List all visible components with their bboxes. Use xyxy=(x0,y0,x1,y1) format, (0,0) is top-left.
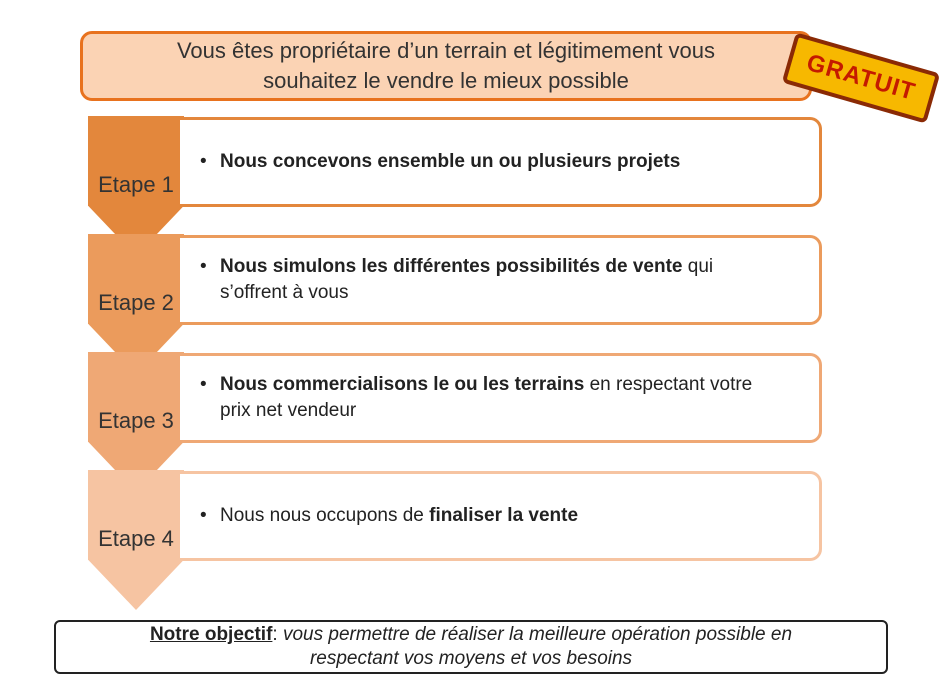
gratuit-badge xyxy=(782,32,941,123)
objective-text-1: vous permettre de réaliser la meilleure opération possible en xyxy=(282,624,793,645)
intro-banner xyxy=(80,31,812,101)
badge-label: GRATUIT xyxy=(803,49,919,106)
bullet: • xyxy=(200,151,207,172)
objective-box xyxy=(54,620,888,674)
step-3-rest: en respectant votre prix net vendeur xyxy=(220,374,753,421)
objective-sep: : xyxy=(272,624,283,645)
step-2-label: Etape 2 xyxy=(98,290,174,315)
bullet: • xyxy=(200,505,207,526)
step-3-label: Etape 3 xyxy=(98,408,174,433)
step-2-rest: qui s’offrent à vous xyxy=(220,256,714,303)
objective-title: Notre objectif xyxy=(149,624,273,645)
intro-line-1: Vous êtes propriétaire d’un terrain et légitimement vous xyxy=(176,38,716,63)
step-4-label: Etape 4 xyxy=(98,526,174,551)
intro-line-2: souhaitez le vendre le mieux possible xyxy=(263,68,629,93)
step-1-label: Etape 1 xyxy=(98,172,174,197)
step-4-box xyxy=(180,471,822,561)
step-3-text xyxy=(220,372,779,424)
objective-line-2: respectant vos moyens et vos besoins xyxy=(309,648,633,669)
bullet: • xyxy=(200,256,207,277)
step-2-box xyxy=(180,235,822,325)
step-4-bold: finaliser la vente xyxy=(429,505,579,526)
step-4-text xyxy=(220,503,578,529)
step-1-bold: Nous concevons ensemble un ou plusieurs projets xyxy=(220,151,681,172)
step-2-bold: Nous simulons les différentes possibilités de vente xyxy=(220,256,683,277)
step-3-bold: Nous commercialisons le ou les terrains xyxy=(220,374,585,395)
step-1-text xyxy=(220,149,680,175)
step-1-box xyxy=(180,117,822,207)
step-4-pre: Nous nous occupons de xyxy=(220,505,430,526)
bullet: • xyxy=(200,374,207,395)
step-3-box xyxy=(180,353,822,443)
objective-line-1 xyxy=(150,623,792,647)
step-2-text xyxy=(220,254,779,306)
